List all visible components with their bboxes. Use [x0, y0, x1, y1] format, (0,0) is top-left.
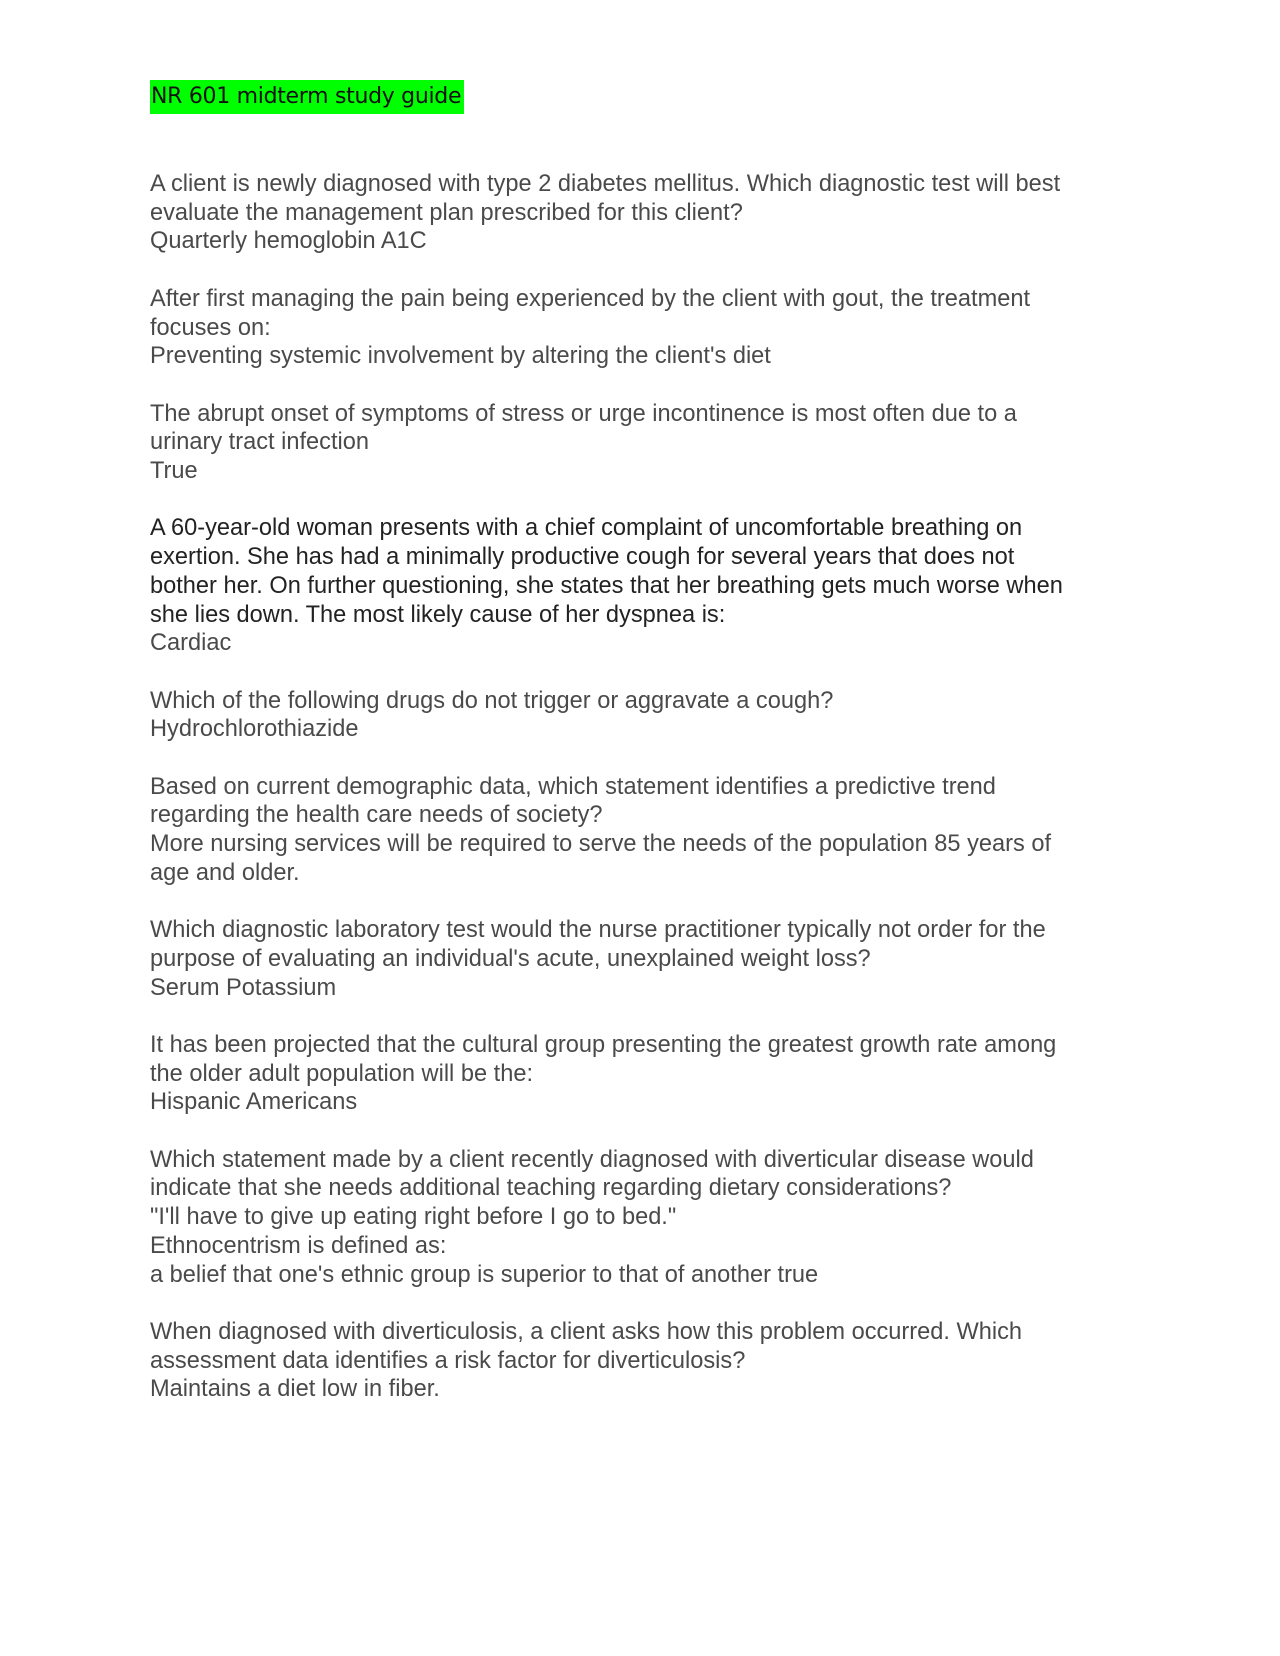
qa-item — [150, 514, 1150, 658]
qa-item — [150, 1318, 1150, 1404]
question-line: Based on current demographic data, which statement identifies a predictive trend — [150, 773, 996, 800]
question-line: purpose of evaluating an individual's acute, unexplained weight loss? — [150, 945, 871, 972]
question-line: she lies down. The most likely cause of her dyspnea is: — [150, 601, 726, 628]
answer-line: a belief that one's ethnic group is superior to that of another true — [150, 1261, 819, 1288]
question-line: The abrupt onset of symptoms of stress or urge incontinence is most often due to a — [150, 400, 1017, 427]
title-wrapper — [150, 80, 464, 114]
answer-line: Hispanic Americans — [150, 1089, 358, 1116]
qa-item — [150, 773, 1150, 888]
question-line: focuses on: — [150, 314, 271, 341]
answer-line: Quarterly hemoglobin A1C — [150, 228, 427, 255]
qa-item — [150, 400, 1150, 486]
question-line: indicate that she needs additional teaching regarding dietary considerations? — [150, 1175, 952, 1202]
question-line: A client is newly diagnosed with type 2 diabetes mellitus. Which diagnostic test will best — [150, 171, 1061, 197]
qa-item — [150, 1031, 1150, 1117]
answer-line: Cardiac — [150, 630, 232, 657]
qa-item — [150, 1146, 1150, 1290]
answer-line: age and older. — [150, 859, 300, 886]
document-title: NR 601 midterm study guide — [150, 80, 464, 114]
question-line: When diagnosed with diverticulosis, a client asks how this problem occurred. Which — [150, 1318, 1023, 1345]
qa-item — [150, 687, 1150, 744]
answer-line: Serum Potassium — [150, 974, 337, 1001]
question-line: regarding the health care needs of society? — [150, 802, 603, 829]
qa-item — [150, 285, 1150, 371]
question-line: urinary tract infection — [150, 429, 369, 456]
qa-item — [150, 170, 1150, 256]
answer-line: Preventing systemic involvement by altering the client's diet — [150, 343, 771, 370]
question-line: A 60-year-old woman presents with a chief complaint of uncomfortable breathing on — [150, 515, 1023, 542]
question-line: Which of the following drugs do not trigger or aggravate a cough? — [150, 687, 834, 714]
study-guide-content — [150, 170, 1150, 1433]
question-line: Which diagnostic laboratory test would the nurse practitioner typically not order for the — [150, 917, 1046, 944]
qa-item — [150, 916, 1150, 1002]
question-line: bother her. On further questioning, she states that her breathing gets much worse when — [150, 572, 1063, 599]
answer-line: Maintains a diet low in fiber. — [150, 1376, 440, 1403]
question-line: exertion. She has had a minimally productive cough for several years that does not — [150, 544, 1015, 571]
answer-line: "I'll have to give up eating right before I go to bed." — [150, 1204, 677, 1231]
question-line: assessment data identifies a risk factor for diverticulosis? — [150, 1347, 746, 1374]
question-line: evaluate the management plan prescribed for this client? — [150, 199, 743, 226]
question-line: After first managing the pain being experienced by the client with gout, the treatment — [150, 285, 1031, 312]
answer-line: Ethnocentrism is defined as: — [150, 1232, 447, 1259]
answer-line: True — [150, 458, 198, 484]
answer-line: Hydrochlorothiazide — [150, 716, 359, 743]
answer-line: More nursing services will be required to serve the needs of the population 85 years of — [150, 831, 1051, 858]
question-line: Which statement made by a client recently diagnosed with diverticular disease would — [150, 1146, 1034, 1173]
question-line: It has been projected that the cultural group presenting the greatest growth rate among — [150, 1031, 1057, 1058]
question-line: the older adult population will be the: — [150, 1060, 534, 1087]
